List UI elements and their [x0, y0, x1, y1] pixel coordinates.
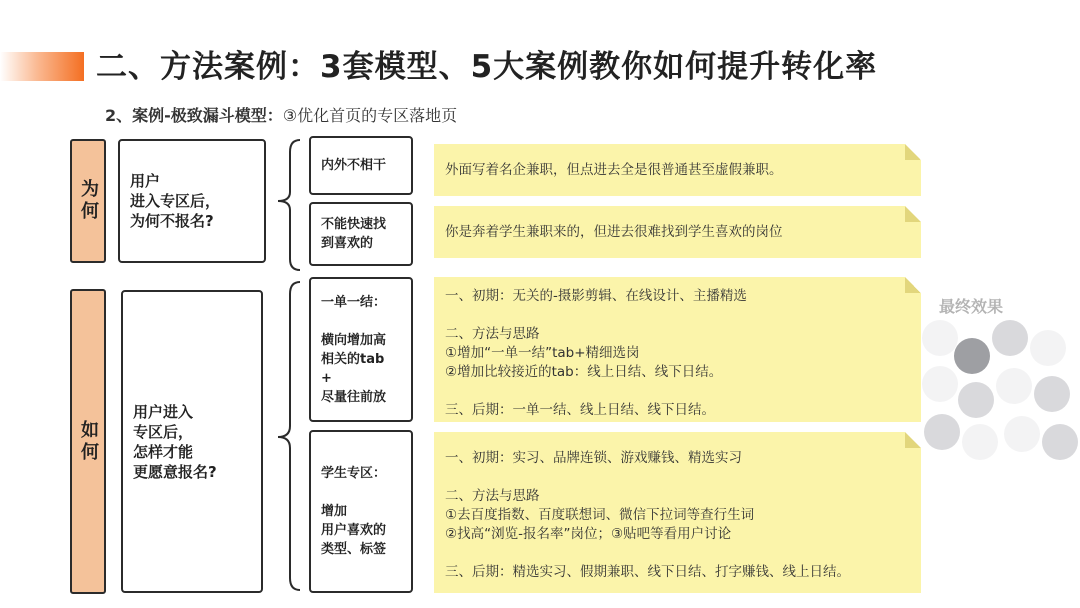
category-how-label: 如何 — [78, 419, 99, 464]
preview-cell — [924, 414, 960, 450]
note-panel-3 — [434, 277, 921, 422]
preview-cell — [992, 320, 1028, 356]
note-line: ②增加比较接近的tab：线上日结、线下日结。 — [445, 364, 723, 380]
reason-box-2 — [309, 202, 413, 266]
note-line: 三、后期：精选实习、假期兼职、线下日结、打字赚钱、线上日结。 — [445, 564, 850, 580]
preview-cell — [1034, 376, 1070, 412]
preview-cell — [1030, 330, 1066, 366]
note-panel-4 — [434, 432, 921, 593]
note-spacer — [445, 382, 921, 401]
note-spacer — [445, 468, 921, 487]
note-fold — [905, 432, 921, 448]
category-how — [70, 289, 106, 594]
preview-cell — [962, 424, 998, 460]
note-line: 三、后期：一单一结、线上日结、线下日结。 — [445, 402, 715, 418]
reason-box-3 — [309, 277, 413, 422]
category-why — [70, 139, 106, 263]
note-fold — [905, 144, 921, 160]
page-title: 二、方法案例：3套模型、5大案例教你如何提升转化率 — [96, 49, 878, 85]
note-panel-2 — [434, 206, 921, 258]
note-line: ①增加“一单一结”tab+精细选岗 — [445, 345, 640, 361]
title-accent-bar — [0, 52, 84, 81]
preview-cell — [958, 382, 994, 418]
note-line: ②找高“浏览-报名率”岗位；③贴吧等看用户讨论 — [445, 526, 732, 542]
note-fold — [905, 206, 921, 222]
note-line: 一、初期：无关的-摄影剪辑、在线设计、主播精选 — [445, 288, 747, 304]
reason-text-2: 不能快速找 到喜欢的 — [321, 217, 387, 251]
how-brace — [278, 282, 300, 590]
note-spacer — [445, 306, 921, 325]
subtitle-model: 2、案例-极致漏斗模型： — [105, 106, 283, 125]
question-why-text: 用户 进入专区后， 为何不报名? — [130, 172, 221, 230]
preview-cell — [954, 338, 990, 374]
reason-text-4: 学生专区： 增加 用户喜欢的 类型、标签 — [321, 466, 387, 557]
subtitle-topic: ③优化首页的专区落地页 — [282, 106, 458, 125]
why-brace — [278, 140, 300, 270]
preview-cell — [922, 366, 958, 402]
reason-text-3: 一单一结： 横向增加高 相关的tab + 尽量往前放 — [321, 294, 387, 405]
question-how-box — [121, 290, 263, 593]
preview-cell — [1004, 416, 1040, 452]
preview-cell — [996, 368, 1032, 404]
preview-image-grid — [922, 320, 1080, 468]
final-effect-preview — [922, 278, 1080, 468]
note-line: 二、方法与思路 — [445, 488, 540, 504]
subtitle — [105, 104, 457, 128]
reason-text-1: 内外不相干 — [321, 158, 387, 173]
category-why-label: 为何 — [78, 179, 99, 223]
preview-cell — [1042, 424, 1078, 460]
note-line: 二、方法与思路 — [445, 326, 540, 342]
note-panel-1 — [434, 144, 921, 196]
question-how-text: 用户进入 专区后， 怎样才能 更愿意报名? — [133, 402, 217, 481]
note-line: ①去百度指数、百度联想词、微信下拉词等查行生词 — [445, 507, 755, 523]
question-why-box — [118, 139, 266, 263]
note-line: 你是奔着学生兼职来的，但进去很难找到学生喜欢的岗位 — [445, 223, 783, 240]
note-fold — [905, 277, 921, 293]
reason-box-1 — [309, 136, 413, 195]
note-spacer — [445, 544, 921, 563]
note-line: 外面写着名企兼职，但点进去全是很普通甚至虚假兼职。 — [445, 161, 783, 178]
note-line: 一、初期：实习、品牌连锁、游戏赚钱、精选实习 — [445, 450, 742, 466]
preview-label: 最终效果 — [939, 297, 1004, 316]
reason-box-4 — [309, 430, 413, 593]
preview-cell — [922, 320, 958, 356]
